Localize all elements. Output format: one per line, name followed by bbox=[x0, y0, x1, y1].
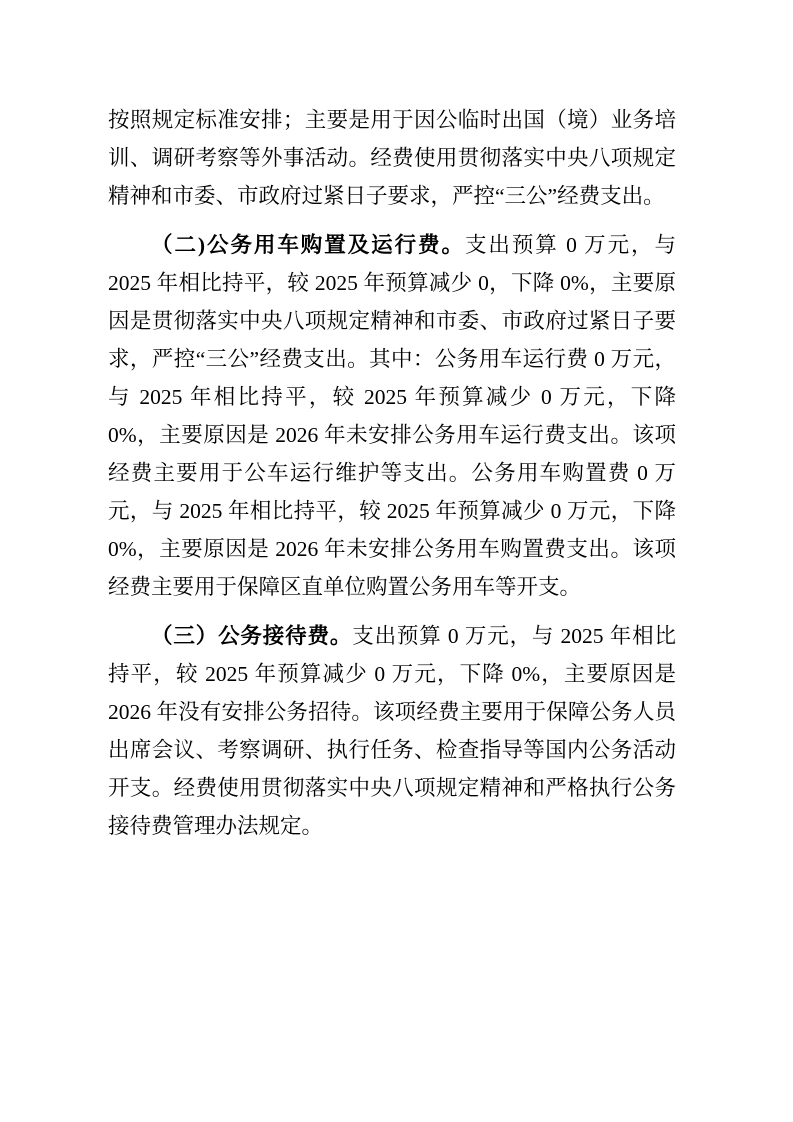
paragraph-heading: （二)公务用车购置及运行费。 bbox=[151, 233, 465, 257]
document-body bbox=[108, 101, 676, 856]
paragraph-heading: （三）公务接待费。 bbox=[151, 624, 353, 648]
paragraph: 按照规定标准安排；主要是用于因公临时出国（境）业务培训、调研考察等外事活动。经费使用贯彻落实中央八项规定精神和市委、市政府过紧日子要求，严控“三公”经费支出。 bbox=[108, 108, 676, 208]
paragraph: （三）公务接待费。支出预算 0 万元，与 2025 年相比持平，较 2025 年预算减少 0 万元，下降 0%，主要原因是 2026 年没有安排公务招待。该项经费主要用于保障公务人员出席会议、考察调研、执行任务、检查指导等国内公务活动开支。经费使用贯彻落实中央八项规定精神和严格执行公务接待费管理办法规定。 bbox=[108, 624, 676, 838]
paragraph: （二)公务用车购置及运行费。支出预算 0 万元，与 2025 年相比持平，较 2025 年预算减少 0，下降 0%，主要原因是贯彻落实中央八项规定精神和市委、市政府过紧日子要求，严控“三公”经费支出。其中：公务用车运行费 0 万元，与 2025 年相比持平，较 2025 年预算减少 0 万元，下降 0%，主要原因是 2026 年未安排公务用车运行费支出。该项经费主要用于公车运行维护等支出。公务用车购置费 0 万元，与 2025 年相比持平，较 2025 年预算减少 0 万元，下降 0%，主要原因是 2026 年未安排公务用车购置费支出。该项经费主要用于保障区直单位购置公务用车等开支。 bbox=[108, 233, 676, 599]
